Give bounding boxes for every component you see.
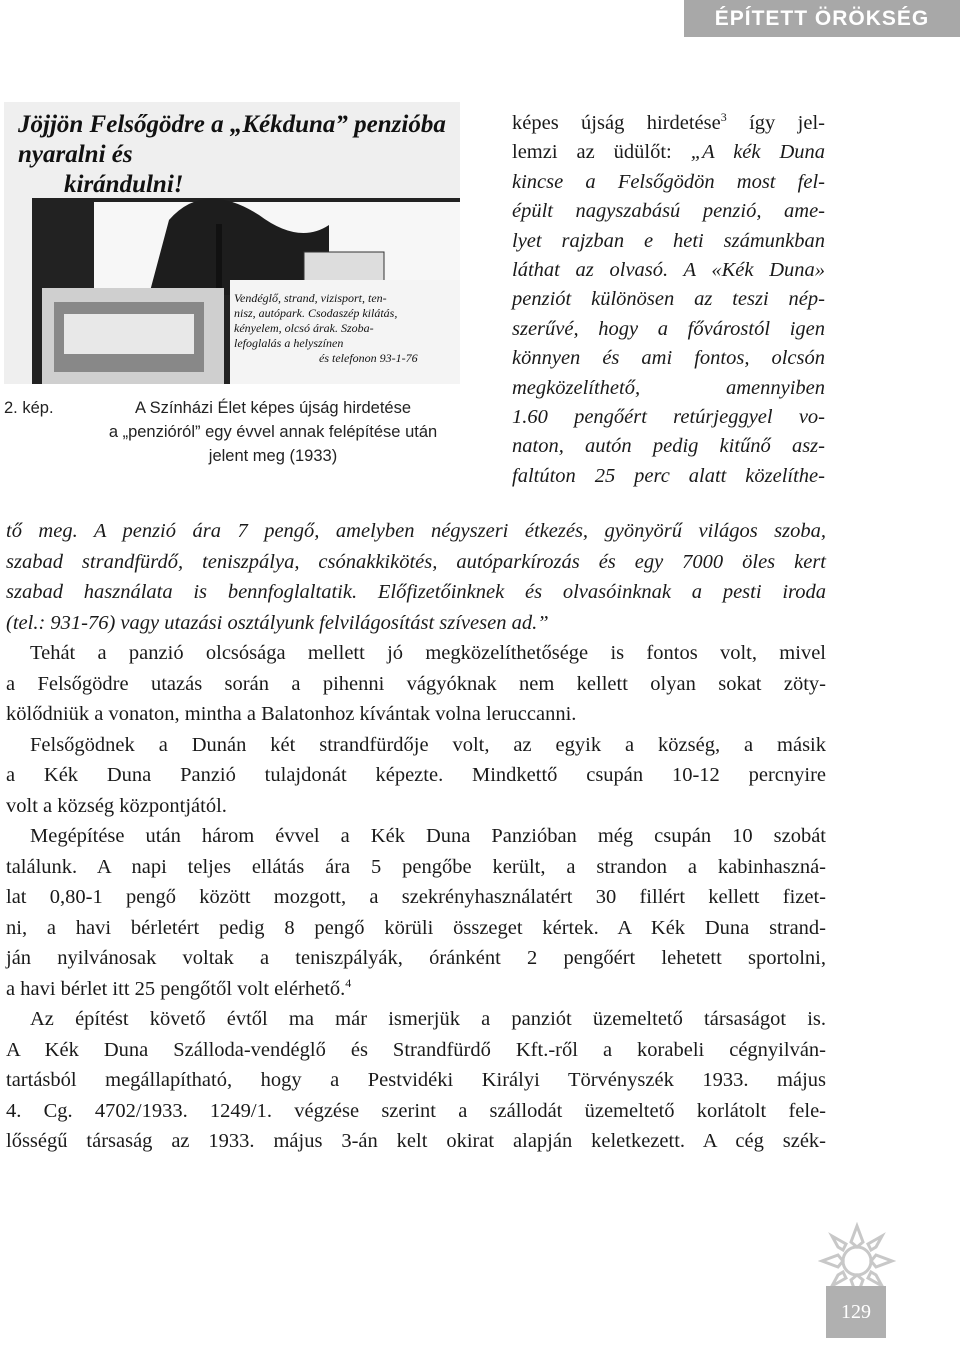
image-caption	[4, 396, 474, 468]
text-line: épült nagyszabású penzió, ame-	[512, 200, 825, 223]
text-line: lyet rajzban e heti számunkban	[512, 229, 825, 252]
ad-details-1: Vendéglő, strand, vizisport, ten-	[234, 291, 387, 305]
paragraph-line: kölődniük a vonaton, mintha a Balatonhoz kívántak volna leruccanni.	[6, 703, 577, 725]
paragraph-line: 4. Cg. 4702/1933. 1249/1. végzése szerint a szállodát üzemeltető korlátolt fele-	[6, 1099, 826, 1122]
paragraph-line: Felsőgödnek a Dunán két strandfürdője volt, az egyik a község, a másik	[30, 733, 826, 756]
paragraph-line: a Felsőgödre utazás során a pihenni vágyóknak nem kellett olyan sokat zöty-	[6, 672, 826, 695]
paragraph-line: Tehát a panzió olcsósága mellett jó megközelíthetősége is fontos volt, mivel	[30, 642, 826, 664]
footnote-ref: 4	[345, 975, 352, 990]
quote-line: (tel.: 931-76) vagy utazási osztályunk felvilágosítást szívesen ad.”	[6, 611, 549, 634]
paragraph-line: lat 0,80-1 pengő között mozgott, a szekrényhasználatért 30 fillért kellett fizet-	[6, 886, 826, 908]
text-line: megközelíthető, amennyiben	[512, 376, 825, 399]
text-line: faltúton 25 perc alatt közelíthe-	[512, 464, 825, 487]
caption-line: A Színházi Élet képes újság hirdetése	[134, 399, 412, 417]
paragraph-line: tartásból megállapítható, hogy a Pestvidéki Királyi Törvényszék 1933. május	[6, 1069, 826, 1091]
body-text	[6, 516, 826, 1157]
paragraph-line: Az építést követő évtől ma már ismerjük a panziót üzemeltető társaságot is.	[30, 1008, 826, 1030]
caption-line: a „penzióról” egy évvel annak felépítése után	[108, 423, 438, 441]
paragraph-line: A Kék Duna Szálloda-vendéglő és Strandfürdő Kft.-ről a korabeli cégnyilván-	[6, 1038, 826, 1061]
newspaper-ad-image	[4, 102, 460, 384]
text-line: könnyen és ami fontos, olcsón	[512, 347, 825, 370]
text-line: láthat az olvasó. A «Kék Duna»	[512, 258, 825, 281]
section-tag: ÉPÍTETT ÖRÖKSÉG	[684, 0, 960, 37]
text-line: kincse a Felsőgödön most fel-	[512, 170, 825, 193]
caption-line: jelent meg (1933)	[208, 447, 338, 465]
paragraph-line: a havi bérlet itt 25 pengőtől volt elérhető.$^4$	[6, 975, 352, 1000]
text-line: 1.60 pengőért retúrjeggyel vo-	[512, 405, 825, 428]
paragraph-line: Megépítése után három évvel a Kék Duna Panzióban még csupán 10 szobát	[30, 825, 826, 847]
paragraph-line: ni, a havi bérletért pedig 8 pengő körüli összeget kértek. A Kék Duna strand-	[6, 916, 826, 939]
ad-details-3: kényelem, olcsó árak. Szoba-	[234, 321, 374, 335]
ad-headline-3: kirándulni!	[64, 171, 184, 198]
ad-headline-1: Jöjjön Felsőgödre a „Kékduna” penzióba	[18, 111, 446, 138]
page-number: 129	[826, 1286, 886, 1338]
paragraph-line: volt a község központjától.	[6, 794, 227, 817]
text-line: szerűvé, hogy a fővárostól igen	[512, 317, 825, 340]
ad-headline-2: nyaralni és	[18, 141, 133, 168]
text-line: naton, autón pedig kitűnő asz-	[512, 435, 825, 458]
text-line: lemzi az üdülőt: „A kék Duna	[512, 141, 825, 164]
paragraph-line: a Kék Duna Panzió tulajdonát képezte. Mindkettő csupán 10-12 percnyire	[6, 764, 826, 786]
paragraph-line: lősségű társaság az 1933. május 3-án kelt okirat alapján keletkezett. A cég szék-	[6, 1130, 826, 1152]
paragraph-line: ján nyilvánosak voltak a teniszpályák, óránként 2 pengőért lehetett sportolni,	[6, 947, 826, 969]
quote-line: szabad strandfürdő, teniszpálya, csónakkikötés, autóparkírozás és egy 7000 öles kert	[6, 550, 826, 573]
ad-details-5: és telefonon 93-1-76	[319, 351, 418, 365]
right-column-text	[512, 109, 825, 491]
text-line: penziót különösen az teszi nép-	[512, 288, 825, 311]
quote-line: szabad használata is bennfoglaltatik. Előfizetőinknek és olvasóinknak a pesti iroda	[6, 581, 826, 603]
quote-line: tő meg. A penzió ára 7 pengő, amelyben négyszeri étkezés, gyönyörű világos szoba,	[6, 520, 826, 542]
text-line: képes újság hirdetése$^3$ így jel-	[512, 110, 825, 134]
paragraph-line: találunk. A napi teljes ellátás ára 5 pengőbe került, a strandon a kabinhaszná-	[6, 855, 826, 878]
ad-details-2: nisz, autópark. Csodaszép kilátás,	[234, 306, 398, 320]
ad-details-4: lefoglalás a helyszínen	[234, 336, 344, 350]
caption-number: 2. kép.	[4, 399, 54, 417]
